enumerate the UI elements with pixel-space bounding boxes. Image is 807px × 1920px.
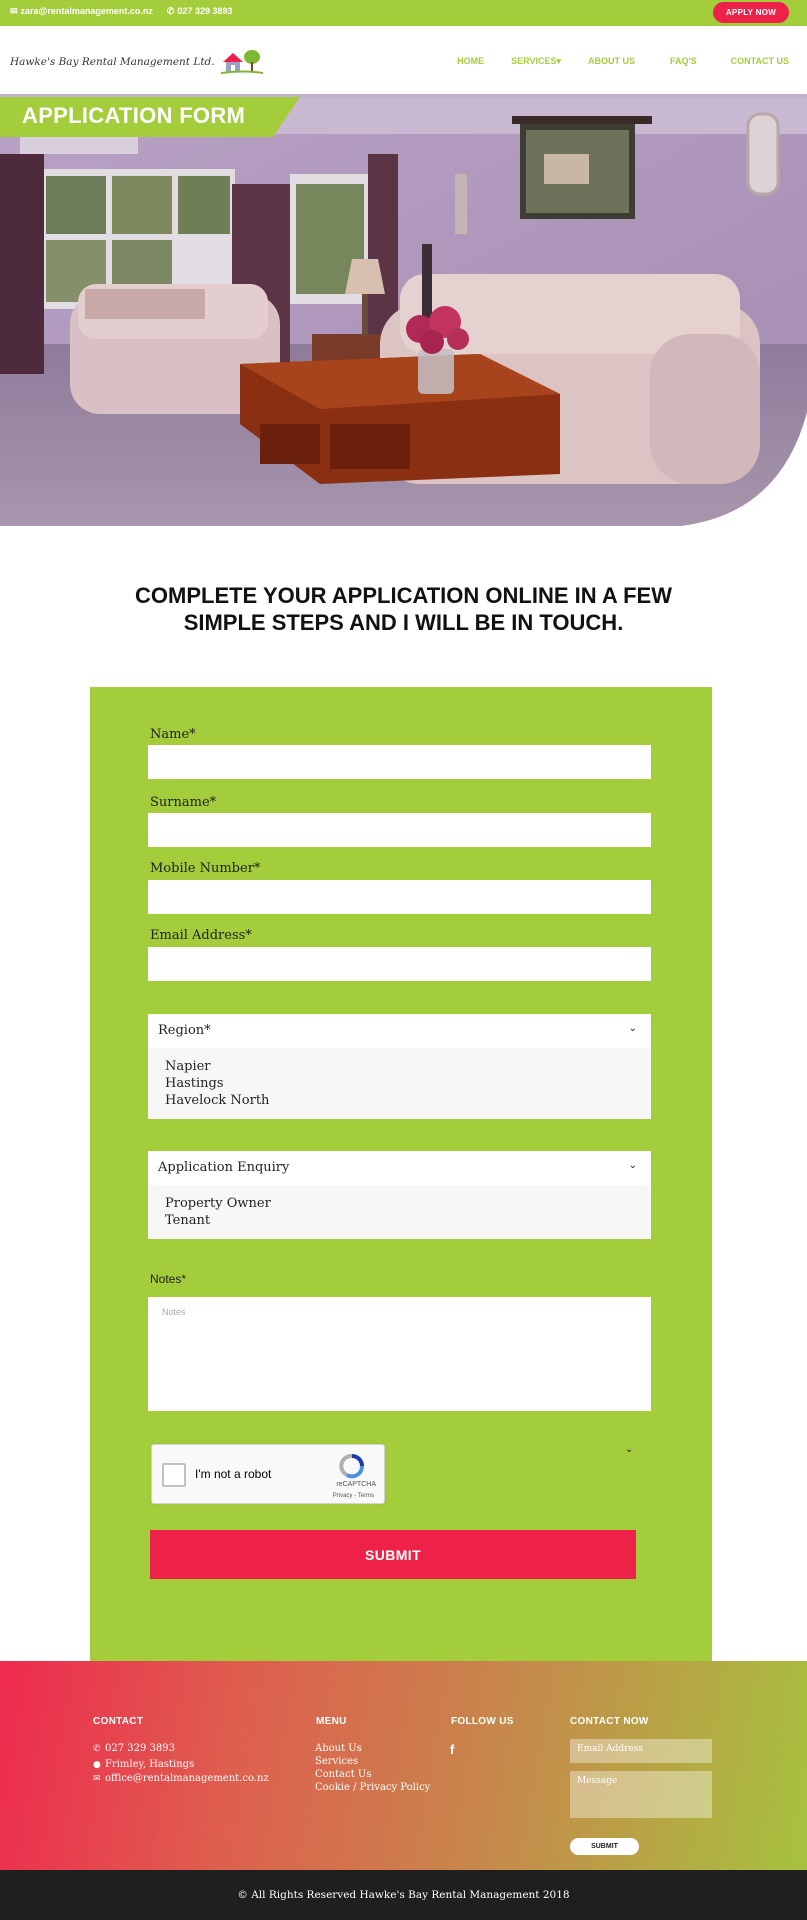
notes-textarea[interactable] xyxy=(148,1297,651,1411)
top-phone[interactable] xyxy=(167,6,233,17)
submit-button[interactable]: SUBMIT xyxy=(150,1530,636,1579)
footer-submit-button[interactable]: SUBMIT xyxy=(570,1838,639,1855)
hero-banner xyxy=(0,94,807,526)
email-field[interactable] xyxy=(148,947,651,981)
region-select-head[interactable] xyxy=(148,1014,651,1048)
house-tree-logo-icon xyxy=(221,48,263,76)
envelope-icon: ✉ xyxy=(93,1774,101,1784)
chevron-down-icon[interactable]: ⌄ xyxy=(625,1444,634,1455)
chevron-down-icon: ▾ xyxy=(556,56,561,66)
envelope-icon: ✉ xyxy=(10,6,18,16)
logo-text: Hawke's Bay Rental Management Ltd. xyxy=(10,56,215,68)
notes-placeholder: Notes xyxy=(162,1307,186,1317)
main-nav xyxy=(457,56,789,67)
footer-menu-heading: MENU xyxy=(316,1716,347,1727)
footer-phone[interactable] xyxy=(93,1743,175,1754)
apply-now-button[interactable]: APPLY NOW xyxy=(713,2,789,23)
chevron-down-icon: ⌄ xyxy=(628,1160,637,1171)
phone-icon: ✆ xyxy=(166,6,175,16)
recaptcha-brand: reCAPTCHA xyxy=(336,1481,376,1488)
top-email[interactable] xyxy=(10,6,153,17)
enquiry-option-tenant[interactable]: Tenant xyxy=(165,1213,211,1228)
footer-message-input[interactable]: Message xyxy=(570,1771,712,1818)
top-email-text: zara@rentalmanagement.co.nz xyxy=(20,6,153,16)
enquiry-options xyxy=(148,1185,651,1239)
recaptcha-label: I'm not a robot xyxy=(195,1467,272,1481)
headline-line-1: COMPLETE YOUR APPLICATION ONLINE IN A FEW xyxy=(135,583,672,608)
surname-label: Surname* xyxy=(150,795,217,810)
facebook-icon[interactable]: f xyxy=(450,1742,455,1757)
footer-menu-privacy[interactable]: Cookie / Privacy Policy xyxy=(315,1782,431,1793)
site-header xyxy=(0,26,807,94)
nav-services[interactable] xyxy=(511,56,561,67)
footer-email-text: office@rentalmanagement.co.nz xyxy=(105,1773,269,1784)
name-label: Name* xyxy=(150,727,196,742)
surname-field[interactable] xyxy=(148,813,651,847)
footer-email[interactable] xyxy=(93,1773,269,1784)
phone-icon: ✆ xyxy=(93,1744,101,1754)
footer-menu-about[interactable]: About Us xyxy=(315,1743,362,1754)
top-phone-text: 027 329 3893 xyxy=(177,6,233,16)
region-option-hastings[interactable]: Hastings xyxy=(165,1076,224,1091)
nav-about-us[interactable]: ABOUT US xyxy=(588,56,635,66)
headline-line-2: SIMPLE STEPS AND I WILL BE IN TOUCH. xyxy=(183,610,624,635)
region-select[interactable] xyxy=(148,1014,651,1119)
region-option-napier[interactable]: Napier xyxy=(165,1059,211,1074)
living-room-hero-image xyxy=(0,94,807,526)
nav-faqs[interactable]: FAQ'S xyxy=(670,56,697,66)
footer-address-text: Frimley, Hastings xyxy=(105,1759,195,1770)
nav-contact-us[interactable]: CONTACT US xyxy=(730,56,789,66)
nav-services-label: SERVICES xyxy=(511,56,557,66)
mobile-field[interactable] xyxy=(148,880,651,914)
region-select-label: Region* xyxy=(158,1023,211,1038)
copyright-text: © All Rights Reserved Hawke's Bay Rental Management 2018 xyxy=(237,1889,570,1901)
enquiry-select[interactable] xyxy=(148,1151,651,1239)
recaptcha-logo-icon xyxy=(338,1453,366,1479)
footer-menu-contact[interactable]: Contact Us xyxy=(315,1769,372,1780)
enquiry-select-head[interactable] xyxy=(148,1151,651,1185)
form-headline xyxy=(0,582,807,636)
email-label: Email Address* xyxy=(150,928,252,943)
recaptcha-checkbox[interactable] xyxy=(162,1463,186,1487)
recaptcha-widget xyxy=(151,1444,385,1504)
notes-label: Notes* xyxy=(150,1272,187,1286)
footer-contact-heading: CONTACT xyxy=(93,1716,144,1727)
page-title-banner xyxy=(0,97,300,137)
copyright-bar xyxy=(0,1870,807,1920)
top-bar xyxy=(0,0,807,26)
enquiry-select-label: Application Enquiry xyxy=(158,1160,290,1175)
enquiry-option-property-owner[interactable]: Property Owner xyxy=(165,1196,271,1211)
logo[interactable] xyxy=(10,48,263,76)
footer-follow-heading: FOLLOW US xyxy=(451,1716,514,1727)
region-options xyxy=(148,1048,651,1119)
footer-contact-now-heading: CONTACT NOW xyxy=(570,1716,649,1727)
footer-address xyxy=(93,1759,194,1770)
name-field[interactable] xyxy=(148,745,651,779)
application-form xyxy=(90,687,712,1661)
region-option-havelock-north[interactable]: Havelock North xyxy=(165,1093,270,1108)
footer-menu-services[interactable]: Services xyxy=(315,1756,359,1767)
chevron-down-icon: ⌄ xyxy=(628,1023,637,1034)
recaptcha-terms[interactable]: Privacy - Terms xyxy=(332,1493,374,1499)
site-footer xyxy=(0,1661,807,1870)
map-pin-icon: ● xyxy=(93,1760,101,1770)
nav-home[interactable]: HOME xyxy=(457,56,485,66)
mobile-label: Mobile Number* xyxy=(150,861,261,876)
footer-email-input[interactable]: Email Address xyxy=(570,1739,712,1763)
top-contact xyxy=(10,6,232,17)
footer-phone-text: 027 329 3893 xyxy=(105,1743,175,1754)
page-title: APPLICATION FORM xyxy=(22,103,246,128)
